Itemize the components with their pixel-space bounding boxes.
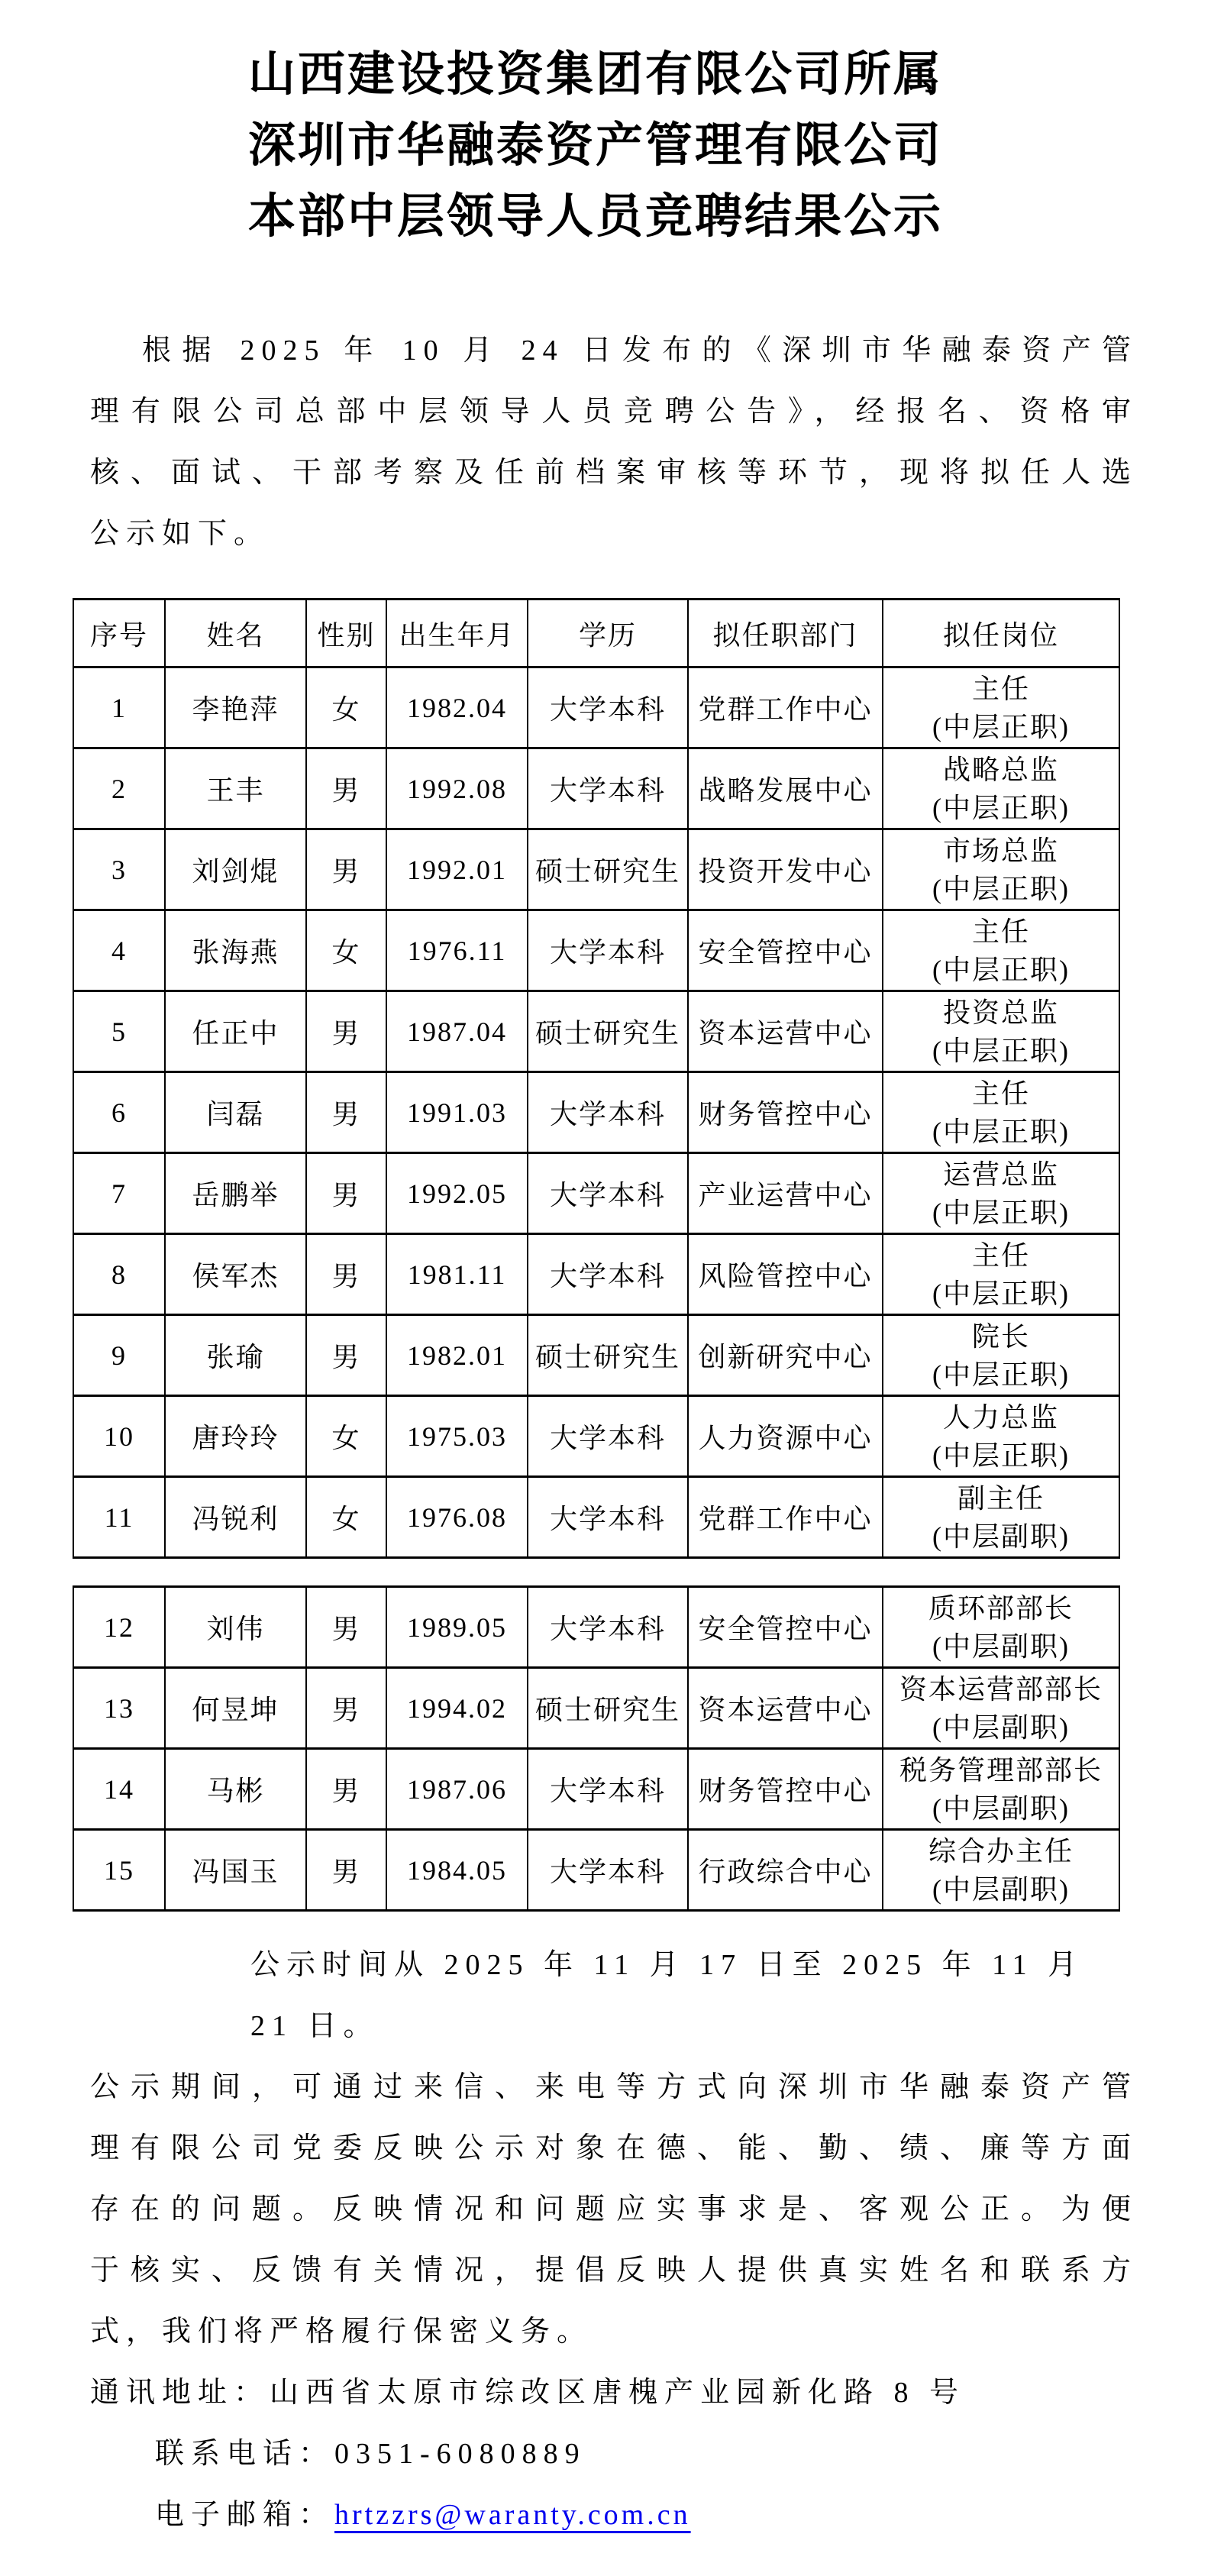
cell-position	[883, 1477, 1119, 1558]
email-label: 电子邮箱：	[155, 2499, 335, 2531]
cell-department: 财务管控中心	[688, 1749, 883, 1830]
cell-birth-date: 1982.01	[386, 1315, 528, 1396]
cell-position	[883, 1234, 1119, 1315]
cell-serial-number: 9	[73, 1315, 165, 1396]
position-title: 院长	[971, 1320, 1030, 1352]
closing-line-4: 存在的问题。反映情况和问题应实事求是、客观公正。为便	[90, 2193, 1138, 2225]
cell-department: 安全管控中心	[688, 1587, 883, 1668]
cell-serial-number: 3	[73, 829, 165, 910]
cell-birth-date: 1976.11	[386, 910, 528, 991]
closing-line-3: 理有限公司党委反映公示对象在德、能、勤、绩、廉等方面	[90, 2132, 1138, 2164]
table-row	[73, 1830, 1119, 1911]
intro-line-3: 核、面试、干部考察及任前档案审核等环节，现将拟任人选	[90, 457, 1138, 489]
position-title: 主任	[971, 916, 1030, 947]
position-title: 质环部部长	[928, 1592, 1074, 1624]
cell-education: 大学本科	[528, 910, 688, 991]
position-title: 市场总监	[942, 835, 1059, 866]
cell-birth-date: 1987.04	[386, 991, 528, 1072]
cell-serial-number: 11	[73, 1477, 165, 1558]
position-title: 主任	[971, 1078, 1030, 1109]
cell-birth-date: 1984.05	[386, 1830, 528, 1911]
cell-department: 资本运营中心	[688, 991, 883, 1072]
col-position: 拟任岗位	[883, 600, 1119, 667]
cell-gender: 女	[306, 667, 386, 748]
closing-line-2: 公示期间，可通过来信、来电等方式向深圳市华融泰资产管	[90, 2071, 1138, 2103]
cell-name: 刘剑焜	[165, 829, 306, 910]
table-row	[73, 1668, 1119, 1749]
cell-education: 大学本科	[528, 1477, 688, 1558]
cell-position	[883, 991, 1119, 1072]
roster-table-part1	[73, 598, 1120, 1559]
title-line-1: 山西建设投资集团有限公司所属	[247, 49, 943, 101]
cell-birth-date: 1992.08	[386, 748, 528, 829]
document-title	[73, 40, 1119, 253]
cell-gender: 男	[306, 991, 386, 1072]
cell-department: 风险管控中心	[688, 1234, 883, 1315]
table-row	[73, 667, 1119, 748]
cell-birth-date: 1989.05	[386, 1587, 528, 1668]
cell-serial-number: 8	[73, 1234, 165, 1315]
position-title: 主任	[971, 673, 1030, 704]
cell-department: 行政综合中心	[688, 1830, 883, 1911]
contact-phone	[155, 2423, 1119, 2484]
cell-gender: 男	[306, 748, 386, 829]
cell-position	[883, 1668, 1119, 1749]
cell-name: 任正中	[165, 991, 306, 1072]
cell-gender: 男	[306, 1072, 386, 1153]
cell-education: 大学本科	[528, 1072, 688, 1153]
intro-line-4: 公示如下。	[90, 518, 270, 550]
cell-department: 党群工作中心	[688, 667, 883, 748]
cell-serial-number: 4	[73, 910, 165, 991]
cell-serial-number: 2	[73, 748, 165, 829]
closing-line-1: 公示时间从 2025 年 11 月 17 日至 2025 年 11 月 21 日。	[250, 1949, 1084, 2042]
cell-department: 资本运营中心	[688, 1668, 883, 1749]
contact-email	[155, 2484, 1119, 2545]
cell-department: 战略发展中心	[688, 748, 883, 829]
position-rank: (中层副职)	[932, 1631, 1070, 1662]
cell-gender: 男	[306, 1587, 386, 1668]
cell-education: 大学本科	[528, 1749, 688, 1830]
table-row	[73, 1153, 1119, 1234]
cell-gender: 女	[306, 910, 386, 991]
col-birth-date: 出生年月	[386, 600, 528, 667]
closing-line-5: 于核实、反馈有关情况，提倡反映人提供真实姓名和联系方	[90, 2254, 1138, 2287]
intro-paragraph	[73, 320, 1138, 564]
cell-gender: 男	[306, 1234, 386, 1315]
cell-name: 冯国玉	[165, 1830, 306, 1911]
cell-education: 大学本科	[528, 1587, 688, 1668]
phone-label: 联系电话：	[155, 2438, 335, 2470]
cell-name: 李艳萍	[165, 667, 306, 748]
position-title: 综合办主任	[928, 1835, 1074, 1867]
cell-gender: 女	[306, 1477, 386, 1558]
table-row	[73, 829, 1119, 910]
header-row	[73, 600, 1119, 667]
cell-gender: 男	[306, 1830, 386, 1911]
position-title: 资本运营部部长	[899, 1673, 1103, 1705]
cell-department: 人力资源中心	[688, 1396, 883, 1477]
table-row	[73, 1587, 1119, 1668]
cell-name: 唐玲玲	[165, 1396, 306, 1477]
cell-name: 岳鹏举	[165, 1153, 306, 1234]
cell-gender: 男	[306, 1153, 386, 1234]
phone-number: 0351-6080889	[334, 2438, 586, 2470]
intro-line-1: 根据 2025 年 10 月 24 日发布的《深圳市华融泰资产管	[142, 335, 1138, 367]
position-rank: (中层正职)	[932, 792, 1070, 823]
cell-department: 财务管控中心	[688, 1072, 883, 1153]
table-row	[73, 1749, 1119, 1830]
cell-name: 侯军杰	[165, 1234, 306, 1315]
cell-education: 大学本科	[528, 1153, 688, 1234]
position-rank: (中层副职)	[932, 1873, 1070, 1905]
roster-table-part2	[73, 1585, 1120, 1912]
cell-birth-date: 1991.03	[386, 1072, 528, 1153]
cell-serial-number: 1	[73, 667, 165, 748]
cell-birth-date: 1981.11	[386, 1234, 528, 1315]
cell-gender: 男	[306, 1668, 386, 1749]
col-department: 拟任职部门	[688, 600, 883, 667]
position-rank: (中层正职)	[932, 1440, 1070, 1471]
position-title: 战略总监	[942, 754, 1059, 785]
cell-position	[883, 1587, 1119, 1668]
email-link[interactable]: hrtzzrs@waranty.com.cn	[334, 2499, 691, 2531]
cell-name: 闫磊	[165, 1072, 306, 1153]
cell-position	[883, 1830, 1119, 1911]
closing-paragraph	[73, 1934, 1138, 2362]
table-row	[73, 748, 1119, 829]
position-title: 副主任	[957, 1482, 1045, 1514]
cell-name: 张海燕	[165, 910, 306, 991]
cell-serial-number: 14	[73, 1749, 165, 1830]
position-title: 投资总监	[942, 997, 1059, 1028]
position-title: 运营总监	[942, 1159, 1059, 1190]
cell-serial-number: 13	[73, 1668, 165, 1749]
table-row	[73, 1072, 1119, 1153]
cell-serial-number: 7	[73, 1153, 165, 1234]
cell-birth-date: 1976.08	[386, 1477, 528, 1558]
cell-gender: 男	[306, 1315, 386, 1396]
cell-position	[883, 910, 1119, 991]
cell-education: 大学本科	[528, 1830, 688, 1911]
position-rank: (中层正职)	[932, 954, 1070, 985]
contact-address: 通讯地址：山西省太原市综改区唐槐产业园新化路 8 号	[90, 2377, 966, 2409]
cell-education: 硕士研究生	[528, 1315, 688, 1396]
cell-gender: 女	[306, 1396, 386, 1477]
table-row	[73, 1396, 1119, 1477]
table-row	[73, 1315, 1119, 1396]
position-rank: (中层正职)	[932, 1197, 1070, 1228]
cell-education: 大学本科	[528, 667, 688, 748]
col-gender: 性别	[306, 600, 386, 667]
cell-position	[883, 829, 1119, 910]
position-rank: (中层正职)	[932, 1278, 1070, 1309]
cell-department: 安全管控中心	[688, 910, 883, 991]
document-content	[73, 40, 1138, 2545]
cell-birth-date: 1987.06	[386, 1749, 528, 1830]
cell-position	[883, 748, 1119, 829]
position-rank: (中层正职)	[932, 711, 1070, 742]
intro-line-2: 理有限公司总部中层领导人员竞聘公告》，经报名、资格审	[90, 396, 1138, 428]
position-rank: (中层正职)	[932, 873, 1070, 904]
cell-birth-date: 1975.03	[386, 1396, 528, 1477]
cell-birth-date: 1992.01	[386, 829, 528, 910]
cell-name: 何昱坤	[165, 1668, 306, 1749]
cell-position	[883, 1749, 1119, 1830]
title-line-3: 本部中层领导人员竞聘结果公示	[247, 191, 943, 243]
cell-department: 党群工作中心	[688, 1477, 883, 1558]
cell-position	[883, 1315, 1119, 1396]
table-row	[73, 910, 1119, 991]
table-row	[73, 991, 1119, 1072]
table-row	[73, 1477, 1119, 1558]
cell-name: 冯锐利	[165, 1477, 306, 1558]
cell-department: 投资开发中心	[688, 829, 883, 910]
cell-position	[883, 1072, 1119, 1153]
col-serial-number: 序号	[73, 600, 165, 667]
cell-position	[883, 1396, 1119, 1477]
cell-serial-number: 12	[73, 1587, 165, 1668]
cell-position	[883, 667, 1119, 748]
cell-education: 硕士研究生	[528, 829, 688, 910]
position-title: 人力总监	[942, 1401, 1059, 1433]
position-rank: (中层副职)	[932, 1521, 1070, 1552]
contact-info	[73, 2362, 1119, 2545]
cell-gender: 男	[306, 829, 386, 910]
cell-birth-date: 1992.05	[386, 1153, 528, 1234]
closing-line-6: 式，我们将严格履行保密义务。	[90, 2316, 593, 2348]
cell-education: 大学本科	[528, 748, 688, 829]
roster-table-header	[73, 600, 1119, 667]
cell-department: 创新研究中心	[688, 1315, 883, 1396]
title-line-2: 深圳市华融泰资产管理有限公司	[247, 120, 943, 172]
position-title: 主任	[971, 1240, 1030, 1271]
cell-education: 大学本科	[528, 1396, 688, 1477]
cell-serial-number: 10	[73, 1396, 165, 1477]
cell-serial-number: 15	[73, 1830, 165, 1911]
cell-name: 张瑜	[165, 1315, 306, 1396]
position-rank: (中层副职)	[932, 1711, 1070, 1743]
cell-gender: 男	[306, 1749, 386, 1830]
cell-serial-number: 5	[73, 991, 165, 1072]
position-title: 税务管理部部长	[899, 1754, 1103, 1786]
col-name: 姓名	[165, 600, 306, 667]
cell-position	[883, 1153, 1119, 1234]
position-rank: (中层副职)	[932, 1792, 1070, 1824]
cell-education: 硕士研究生	[528, 991, 688, 1072]
table-row	[73, 1234, 1119, 1315]
position-rank: (中层正职)	[932, 1116, 1070, 1147]
cell-education: 硕士研究生	[528, 1668, 688, 1749]
cell-department: 产业运营中心	[688, 1153, 883, 1234]
position-rank: (中层正职)	[932, 1359, 1070, 1390]
col-education: 学历	[528, 600, 688, 667]
cell-name: 马彬	[165, 1749, 306, 1830]
cell-name: 王丰	[165, 748, 306, 829]
cell-name: 刘伟	[165, 1587, 306, 1668]
cell-education: 大学本科	[528, 1234, 688, 1315]
position-rank: (中层正职)	[932, 1035, 1070, 1066]
cell-serial-number: 6	[73, 1072, 165, 1153]
cell-birth-date: 1982.04	[386, 667, 528, 748]
cell-birth-date: 1994.02	[386, 1668, 528, 1749]
